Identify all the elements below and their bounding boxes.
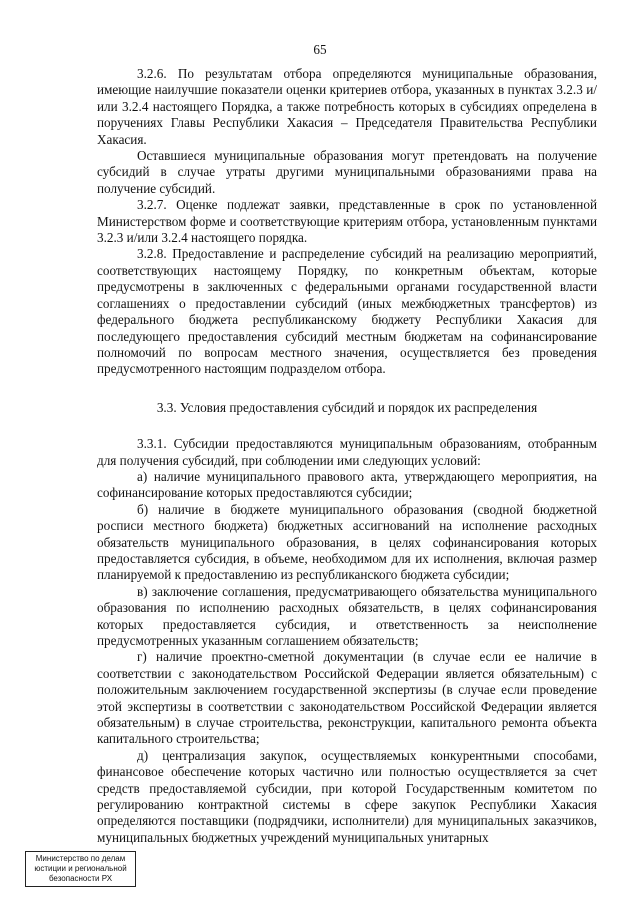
stamp-line: юстиции и региональной <box>34 864 127 873</box>
condition-g: г) наличие проектно-сметной документации (в случае если ее наличие в соответствии с законодательством Российской Федерации является обязательным) с положительным заключением государственной экспертизы (в случае если проведение этой экспертизы в соответствии с законодательством Российской Федерации является обязательным) в случае строительства, реконструкции, капитального ремонта объекта капитального строительства; <box>97 649 597 747</box>
section-heading: 3.3. Условия предоставления субсидий и порядок их распределения <box>156 399 538 415</box>
paragraph-3-2-8: 3.2.8. Предоставление и распределение субсидий на реализацию мероприятий, соответствующих настоящему Порядку, по конкретным объектам, которые предусмотрены в заключенных с федеральными органами государственной власти соглашениях о предоставлении субсидий (иных межбюджетных трансфертов) из федерального бюджета республиканскому бюджету Республики Хакасия для последующего предоставления субсидий местным бюджетам на софинансирование полномочий по вопросам местного значения, осуществляется без проведения предусмотренного настоящим подразделом отбора. <box>97 246 597 377</box>
stamp-line: безопасности РХ <box>48 874 113 883</box>
paragraph-3-3-1: 3.3.1. Субсидии предоставляются муниципальным образованиям, отобранным для получения субсидий, при соблюдении ими следующих условий: <box>97 436 597 468</box>
condition-b: б) наличие в бюджете муниципального образования (сводной бюджетной росписи местного бюджета) бюджетных ассигнований на исполнение расходных обязательств муниципального образования, в целях софинансирования которых предоставляется субсидия, в объеме, необходимом для их исполнения, включая размер планируемой к предоставлению из республиканского бюджета субсидии; <box>97 501 597 583</box>
paragraph-remaining-municipalities: Оставшиеся муниципальные образования могут претендовать на получение субсидий в случае утраты другими муниципальными образованиями права на получение субсидий. <box>97 148 597 196</box>
condition-a: а) наличие муниципального правового акта, утверждающего мероприятия, на софинансирование которых предоставляются субсидии; <box>97 468 597 501</box>
page-number: 65 <box>313 42 327 57</box>
paragraph-3-2-7: 3.2.7. Оценке подлежат заявки, представленные в срок по установленной Министерством форме и соответствующие критериям отбора, установленным пунктами 3.2.3 и/или 3.2.4 настоящего порядка. <box>97 197 597 246</box>
condition-d: д) централизация закупок, осуществляемых конкурентными способами, финансовое обеспечение которых частично или полностью осуществляется за счет средств предоставляемой субсидии, при которой Государственным комитетом по регулированию контрактной системы в сфере закупок Республики Хакасия определяются поставщики (подрядчики, исполнители) для муниципальных заказчиков, муниципальных бюджетных учреждений муниципальных унитарных <box>97 747 597 845</box>
ministry-stamp <box>25 851 136 887</box>
document-body <box>97 66 597 846</box>
condition-v: в) заключение соглашения, предусматривающего обязательства муниципального образования по исполнению расходных обязательств, в целях софинансирования которых предоставляется субсидия, и ответственность за неисполнение предусмотренных указанным соглашением обязательств; <box>97 583 597 648</box>
paragraph-3-2-6: 3.2.6. По результатам отбора определяются муниципальные образования, имеющие наилучшие показатели оценки критериев отбора, указанных в пунктах 3.2.3 и/или 3.2.4 настоящего Порядка, а также потребность которых в субсидиях определена в поручениях Главы Республики Хакасия – Председателя Правительства Республики Хакасия. <box>97 66 597 147</box>
stamp-line: Министерство по делам <box>35 854 126 863</box>
